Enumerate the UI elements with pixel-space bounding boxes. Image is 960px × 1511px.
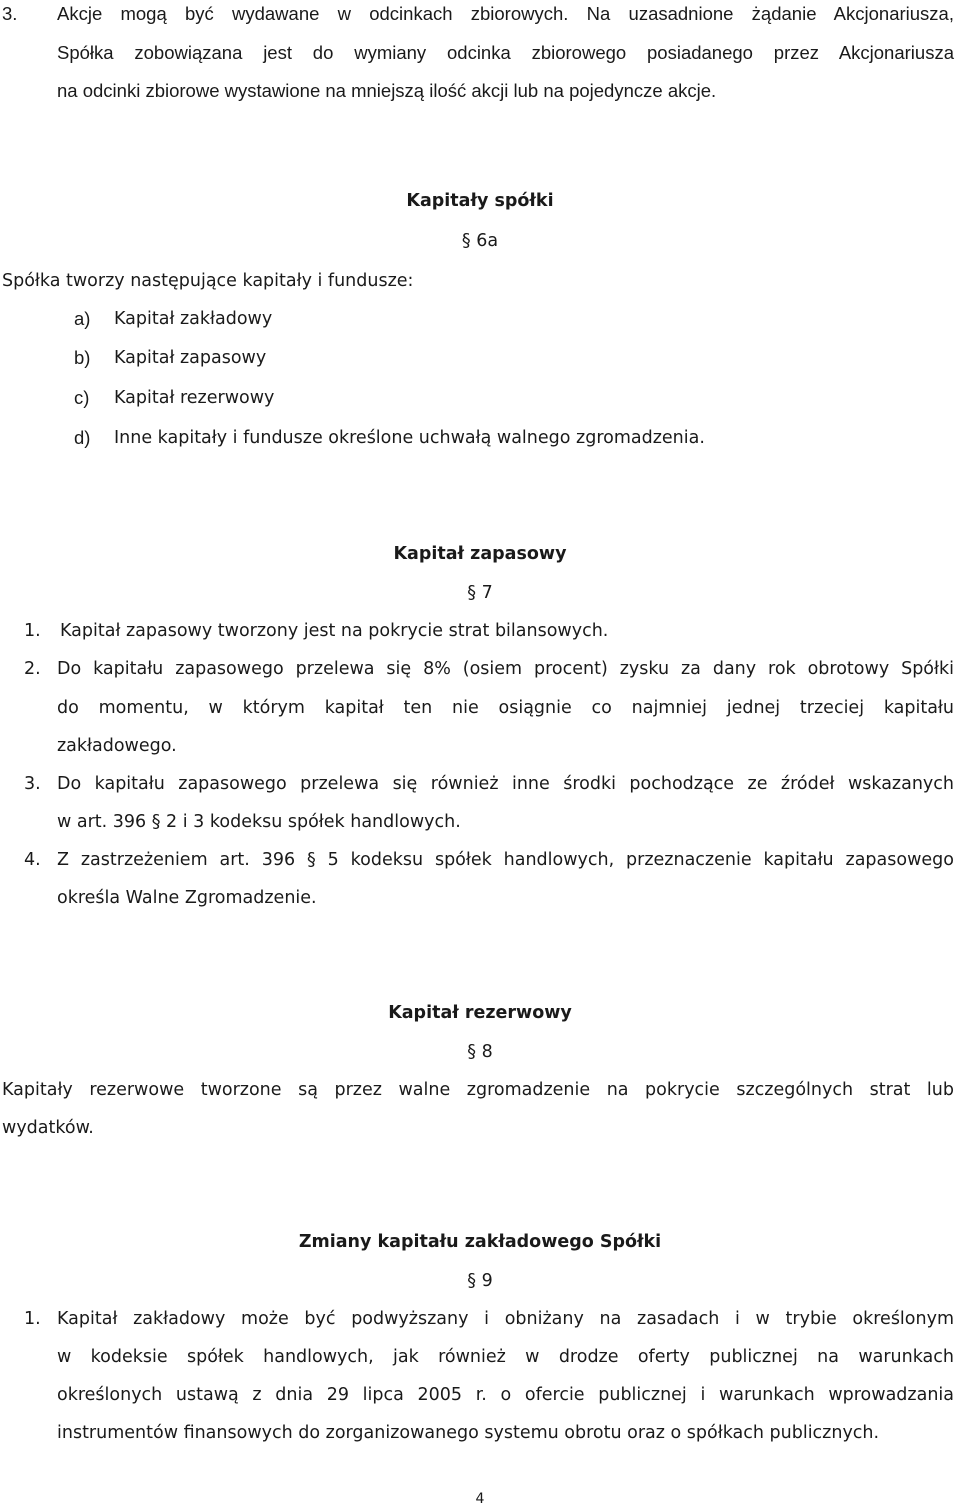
intro-line-1: Akcje mogą być wydawane w odcinkach zbiorowych. Na uzasadnione żądanie Akcjonariusza, [57, 3, 954, 24]
section-9-item-line: Kapitał zakładowy może być podwyższany i obniżany na zasadach i w trybie określonym [57, 1309, 954, 1329]
page-number: 4 [475, 1491, 485, 1507]
section-7-heading: Kapitał zapasowy [393, 544, 567, 564]
section-6a-lead: Spółka tworzy następujące kapitały i fundusze: [2, 271, 414, 291]
section-7-item-line: w art. 396 § 2 i 3 kodeksu spółek handlowych. [57, 812, 461, 832]
section-7-item-line: Z zastrzeżeniem art. 396 § 5 kodeksu spółek handlowych, przeznaczenie kapitału zapasowego [57, 850, 954, 870]
section-6a-paragraph-number: § 6a [461, 231, 499, 251]
paragraph-mark: § [467, 1042, 477, 1062]
section-7-item-number: 2. [24, 659, 41, 679]
list-item-letter: b) [74, 347, 91, 368]
section-7-item-line: zakładowego. [57, 736, 177, 756]
section-7-paragraph-number: § 7 [467, 583, 493, 603]
section-9-item-line: instrumentów finansowych do zorganizowanego systemu obrotu oraz o spółkach publicznych. [57, 1423, 880, 1443]
list-item-text: Inne kapitały i fundusze określone uchwałą walnego zgromadzenia. [114, 428, 705, 448]
section-7-item-line: Do kapitału zapasowego przelewa się 8% (osiem procent) zysku za dany rok obrotowy Spółki [57, 659, 954, 679]
list-item-letter: a) [74, 308, 91, 329]
section-7-item-line: Kapitał zapasowy tworzony jest na pokrycie strat bilansowych. [60, 621, 609, 641]
list-item-text: Kapitał zapasowy [114, 348, 267, 368]
section-7-item-number: 3. [24, 774, 41, 794]
section-7-item-number: 1. [24, 621, 41, 641]
list-item-text: Kapitał zakładowy [114, 309, 273, 329]
list-item-text: Kapitał rezerwowy [114, 388, 275, 408]
section-8-line: Kapitały rezerwowe tworzone są przez walne zgromadzenie na pokrycie szczególnych strat lub [2, 1080, 954, 1100]
intro-line-3: na odcinki zbiorowe wystawione na mniejszą ilość akcji lub na pojedyncze akcje. [57, 80, 717, 101]
list-item-letter: c) [74, 387, 90, 408]
paragraph-mark: § [461, 231, 471, 251]
section-9-item-line: określonych ustawą z dnia 29 lipca 2005 r. o ofercie publicznej i warunkach wprowadzania [57, 1385, 954, 1405]
list-item-letter: d) [74, 427, 91, 448]
section-7-item-line: określa Walne Zgromadzenie. [57, 888, 317, 908]
section-7-item-line: Do kapitału zapasowego przelewa się również inne środki pochodzące ze źródeł wskazanych [57, 774, 954, 794]
section-7-item-number: 4. [24, 850, 41, 870]
intro-item-number: 3. [2, 3, 18, 24]
section-6a-heading: Kapitały spółki [406, 191, 554, 211]
section-8-paragraph-number: § 8 [467, 1042, 493, 1062]
paragraph-mark: § [467, 583, 477, 603]
section-8-heading: Kapitał rezerwowy [388, 1003, 572, 1023]
section-8-line: wydatków. [2, 1118, 94, 1138]
section-9-item-number: 1. [24, 1309, 41, 1329]
paragraph-mark: § [467, 1271, 477, 1291]
section-9-heading: Zmiany kapitału zakładowego Spółki [298, 1232, 662, 1252]
section-7-item-line: do momentu, w którym kapitał ten nie osiągnie co najmniej jednej trzeciej kapitału [57, 698, 954, 718]
intro-line-2: Spółka zobowiązana jest do wymiany odcinka zbiorowego posiadanego przez Akcjonariusza [57, 42, 954, 63]
section-9-item-line: w kodeksie spółek handlowych, jak również w drodze oferty publicznej na warunkach [57, 1347, 954, 1367]
section-9-paragraph-number: § 9 [467, 1271, 493, 1291]
